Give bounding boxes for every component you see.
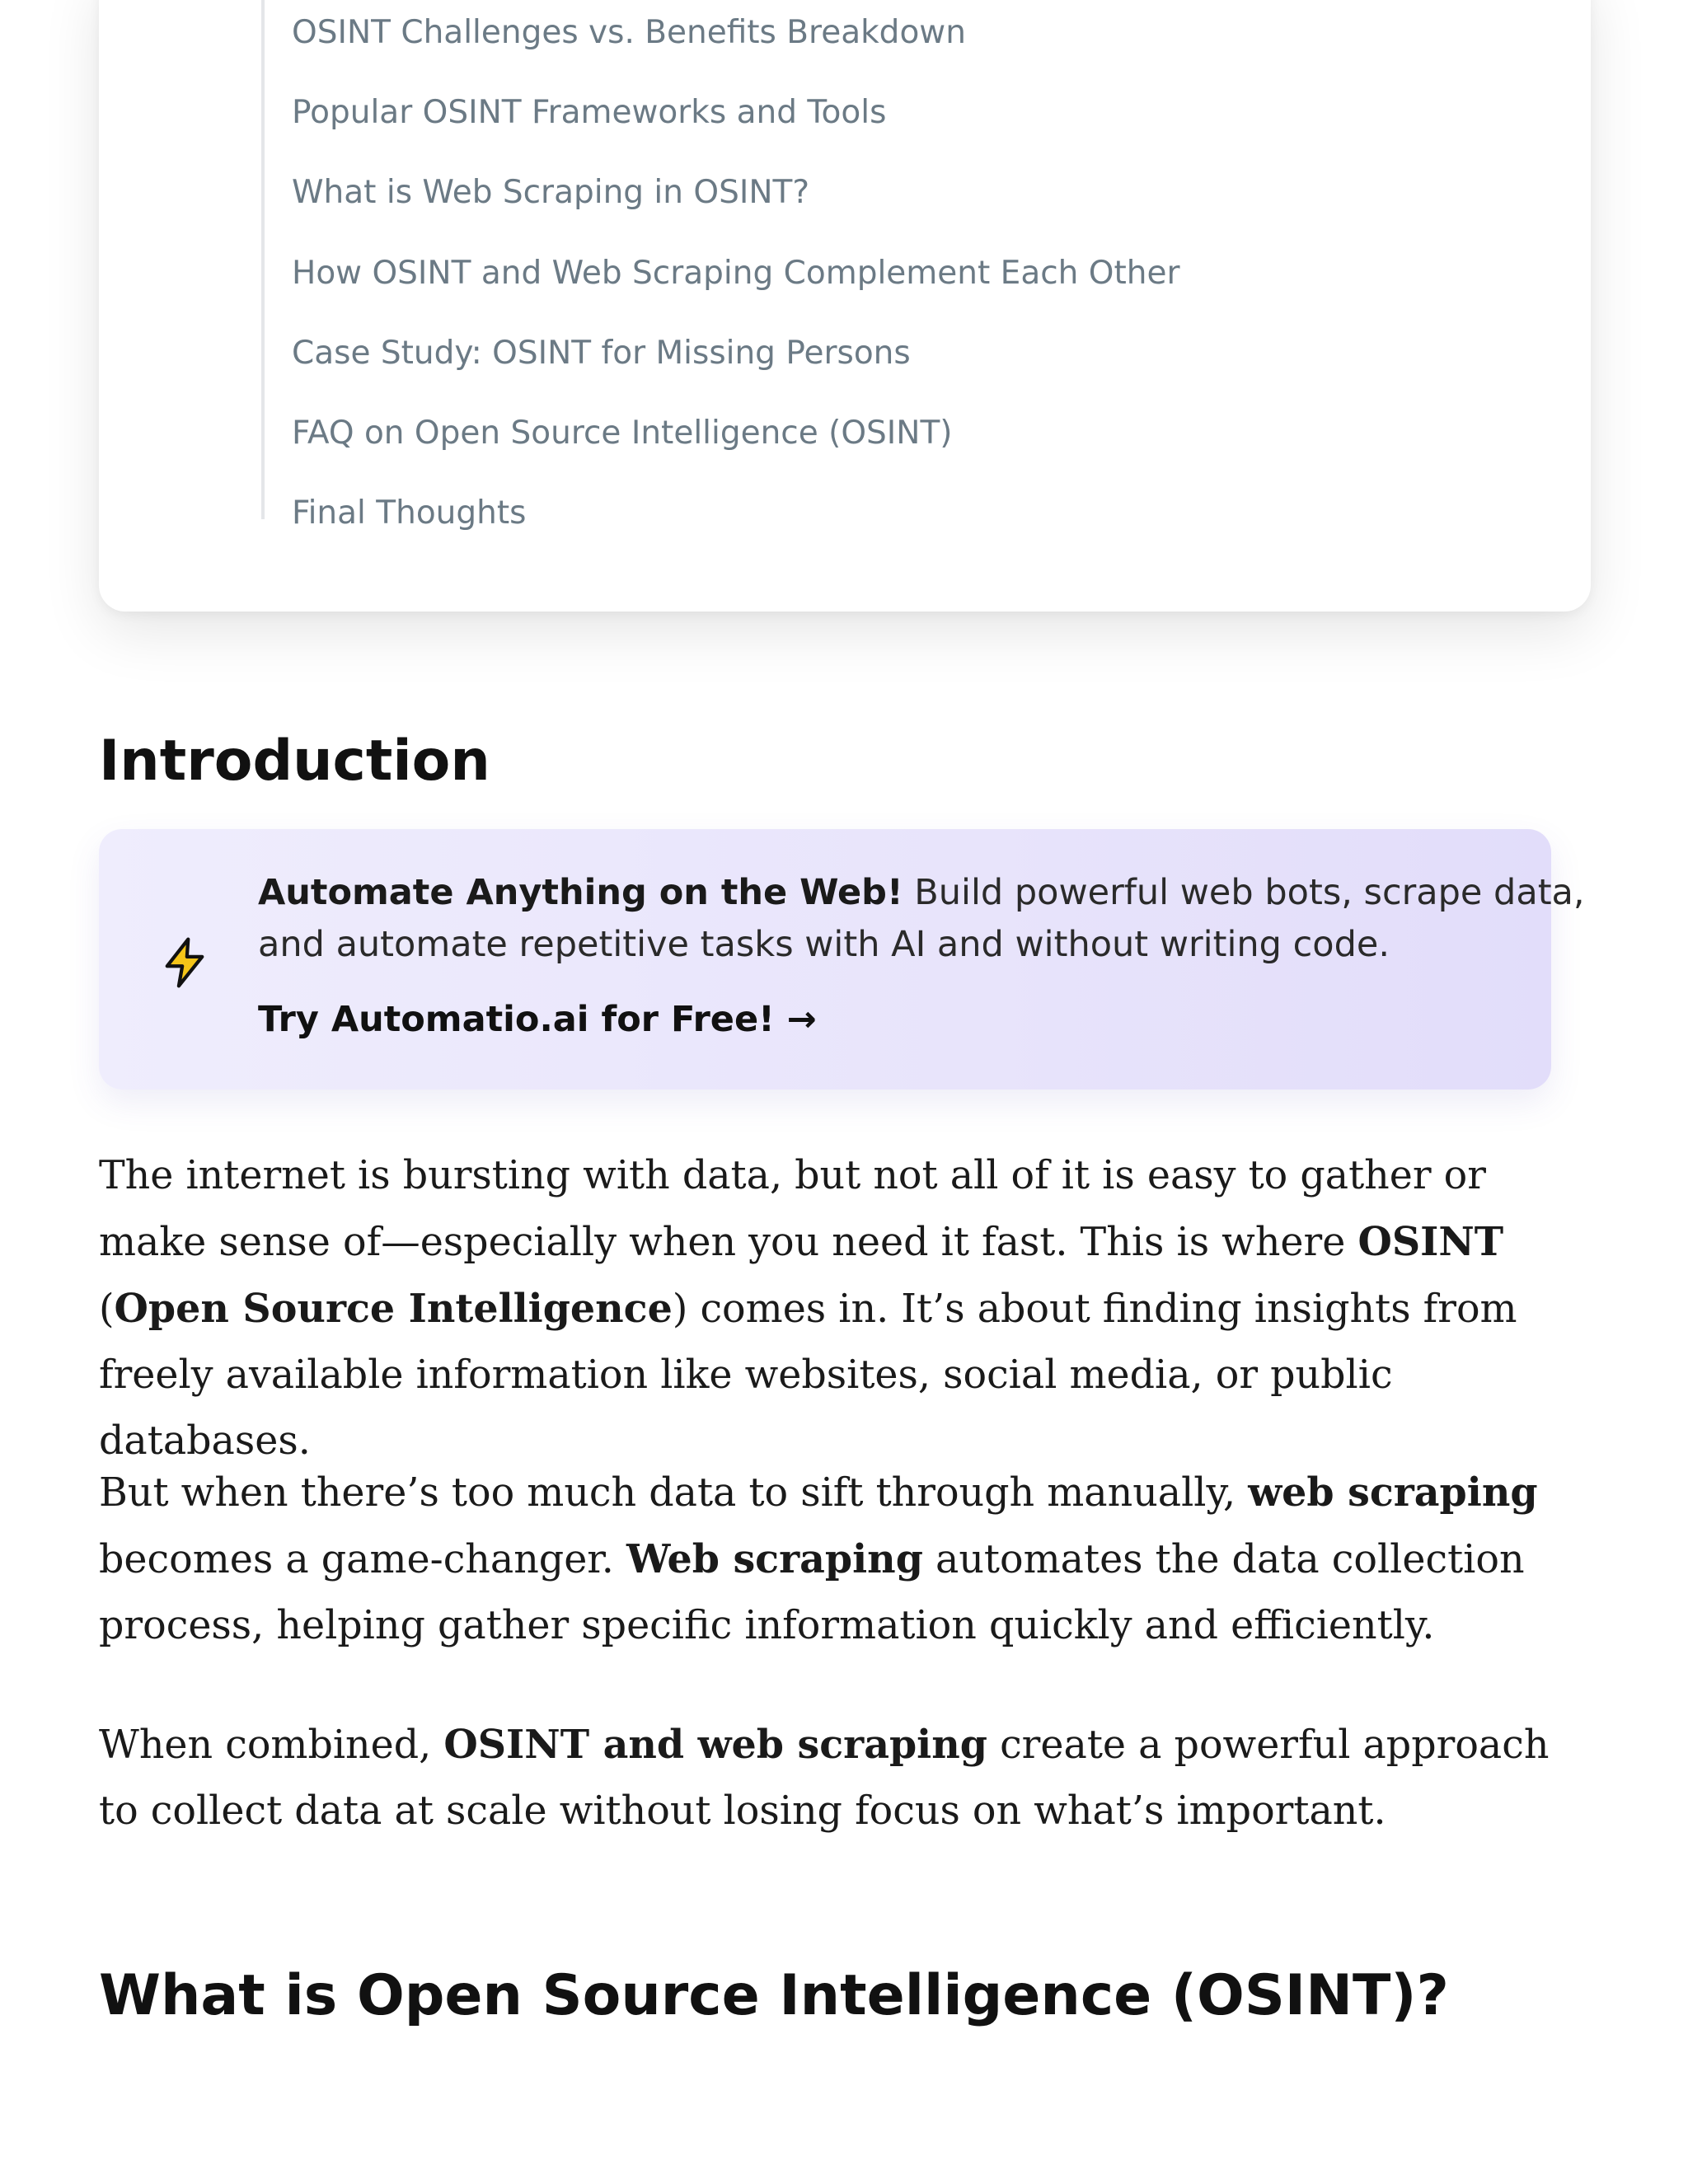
promo-text-part: Build powerful web bots, scrape data,: [903, 872, 1585, 913]
toc-item-faq[interactable]: FAQ on Open Source Intelligence (OSINT): [292, 415, 953, 452]
toc-item-web-scraping[interactable]: What is Web Scraping in OSINT?: [292, 174, 810, 211]
promo-banner: [99, 829, 1585, 1090]
bold-segment: web scraping: [1248, 1469, 1538, 1516]
toc-rail: [261, 0, 265, 519]
intro-paragraph-2: [99, 1460, 1591, 1659]
text-segment: (: [99, 1286, 115, 1332]
text-segment: automates the data collection process, helping gather specific information quickly and efficiently.: [99, 1537, 1525, 1648]
bold-segment: OSINT: [1357, 1219, 1504, 1265]
promo-text-line-1: [258, 872, 1585, 913]
lightning-bolt-icon: [157, 935, 213, 991]
text-segment: ) comes in. It’s about finding insights from freely available information like websites, social media, or public databases.: [99, 1286, 1517, 1464]
toc-item-frameworks-tools[interactable]: Popular OSINT Frameworks and Tools: [292, 94, 887, 131]
introduction-heading: Introduction: [99, 729, 490, 794]
text-segment: But when there’s too much data to sift through manually,: [99, 1470, 1249, 1516]
osint-section-heading: What is Open Source Intelligence (OSINT)?: [99, 1963, 1449, 2028]
toc-item-complement[interactable]: How OSINT and Web Scraping Complement Each Other: [292, 255, 1180, 292]
intro-paragraph-3: [99, 1712, 1591, 1844]
text-segment: create a powerful approach to collect data at scale without losing focus on what’s important.: [99, 1722, 1550, 1834]
promo-text-line-2: and automate repetitive tasks with AI and without writing code.: [258, 924, 1390, 965]
toc-item-final-thoughts[interactable]: Final Thoughts: [292, 494, 527, 532]
intro-paragraph-1: [99, 1143, 1591, 1474]
table-of-contents: [99, 0, 1591, 612]
toc-item-challenges-benefits[interactable]: OSINT Challenges vs. Benefits Breakdown: [292, 14, 966, 51]
text-segment: The internet is bursting with data, but not all of it is easy to gather or make sense of—especially when you need it fast. This is where: [99, 1153, 1486, 1265]
text-segment: becomes a game-changer.: [99, 1537, 626, 1582]
bold-segment: OSINT and web scraping: [443, 1722, 987, 1768]
promo-headline: Automate Anything on the Web!: [258, 872, 903, 913]
text-segment: When combined,: [99, 1722, 444, 1768]
bold-segment: Web scraping: [626, 1536, 923, 1582]
toc-item-case-study[interactable]: Case Study: OSINT for Missing Persons: [292, 335, 911, 372]
bold-segment: Open Source Intelligence: [114, 1286, 673, 1332]
try-automatio-link[interactable]: Try Automatio.ai for Free! →: [258, 999, 817, 1040]
